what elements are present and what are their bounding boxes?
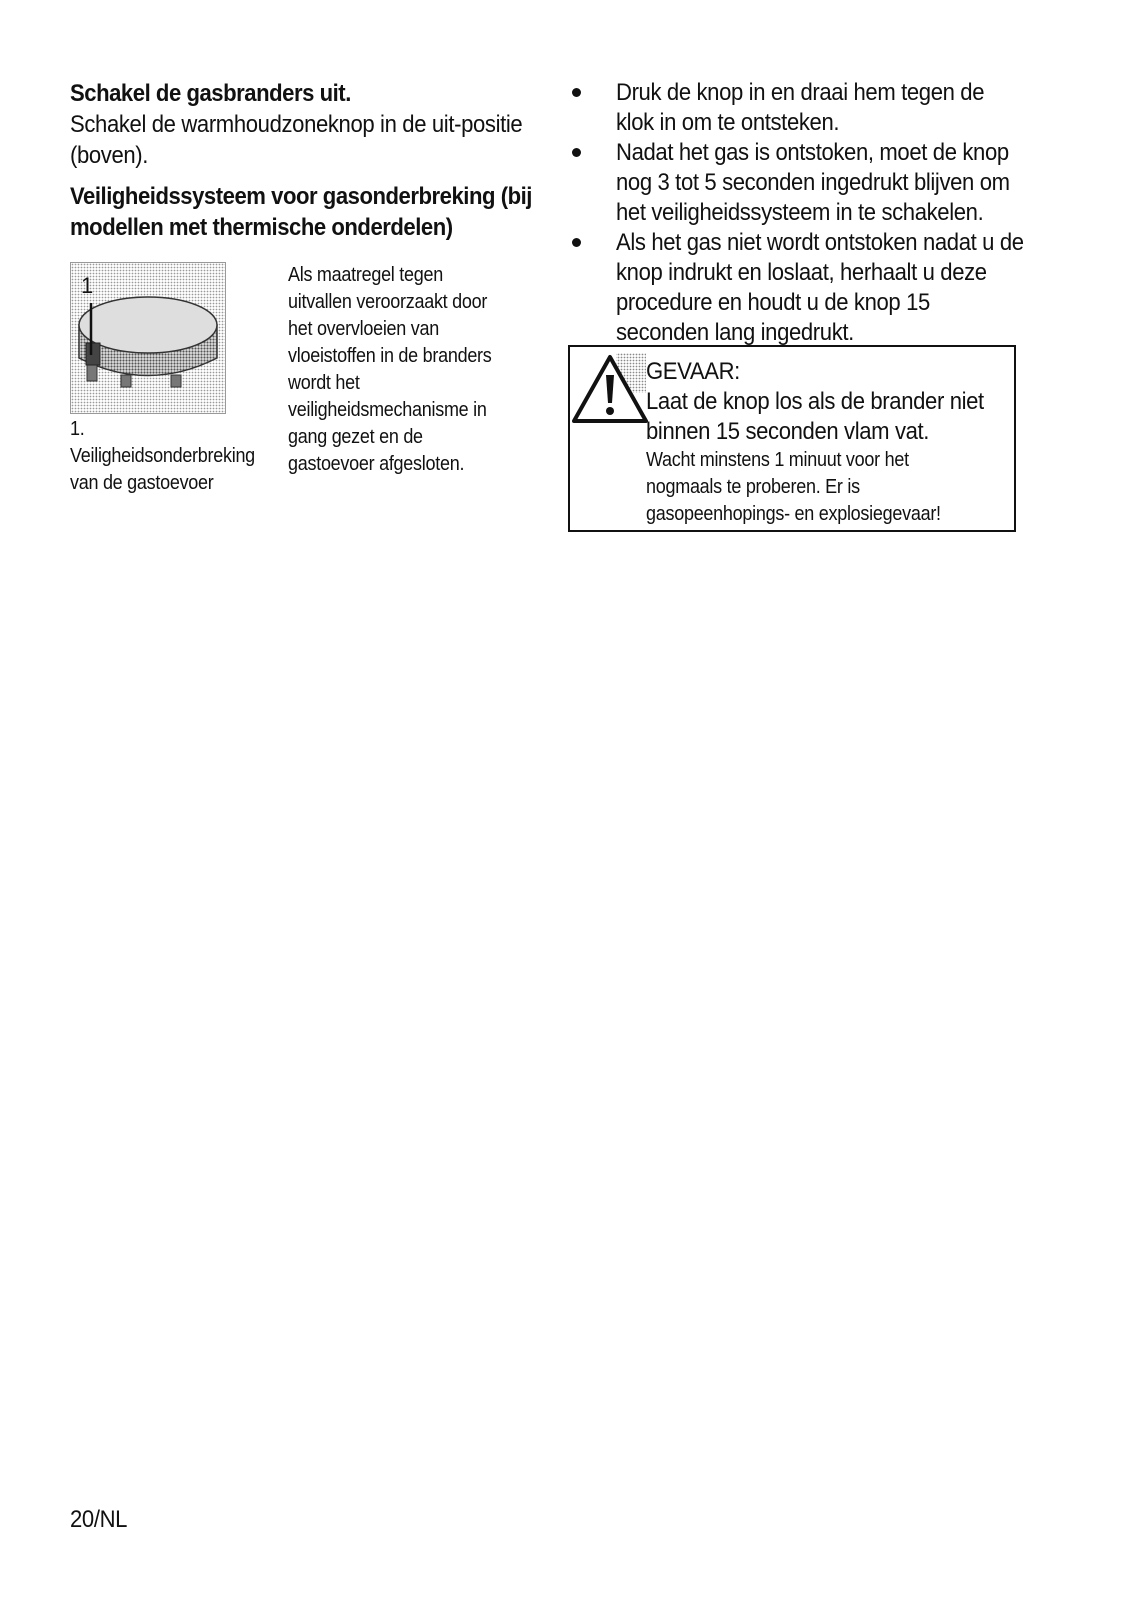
page-number: 20/NL — [70, 1506, 128, 1533]
warning-triangle-icon — [572, 353, 648, 425]
list-item — [568, 228, 1038, 348]
figure-caption-text: Veiligheidsonderbreking van de gastoevoer — [70, 445, 255, 494]
warning-title: GEVAAR: — [646, 358, 740, 385]
bullet-icon — [572, 148, 581, 157]
figure-description: Als maatregel tegen uitvallen veroorzaakt door het overvloeien van vloeistoffen in de branders wordt het veiligheidsmechanisme in gang gezet en de gastoevoer afgesloten. — [288, 264, 492, 475]
callout-number-label: 1 — [81, 273, 94, 298]
list-item-text: Nadat het gas is ontstoken, moet de knop nog 3 tot 5 seconden ingedrukt blijven om het veiligheidssysteem in te schakelen. — [616, 139, 1010, 226]
burner-illustration — [70, 262, 226, 414]
section-heading-gas-burners-off: Schakel de gasbranders uit. — [70, 80, 351, 107]
instruction-list — [568, 78, 1038, 348]
list-item-text: Als het gas niet wordt ontstoken nadat u de knop indrukt en loslaat, herhaalt u deze procedure en houdt u de knop 15 seconden lang ingedrukt. — [616, 229, 1024, 346]
figure-caption-number: 1. — [70, 418, 85, 440]
burner-drawing — [71, 263, 225, 413]
section-heading-safety-system: Veiligheidssysteem voor gasonderbreking (bij modellen met thermische onderdelen) — [70, 183, 532, 241]
paragraph-warm-zone-knob: Schakel de warmhoudzoneknop in de uit-positie (boven). — [70, 111, 523, 169]
left-column — [70, 78, 540, 494]
list-item — [568, 138, 1038, 228]
bullet-icon — [572, 238, 581, 247]
list-item — [568, 78, 1038, 138]
bullet-icon — [572, 88, 581, 97]
figure-caption — [70, 416, 259, 497]
right-column — [568, 78, 1038, 348]
danger-warning-box — [568, 345, 1016, 532]
warning-detail-text: Wacht minstens 1 minuut voor het nogmaals te proberen. Er is gasopeenhopings- en explosiegevaar! — [646, 449, 941, 525]
list-item-text: Druk de knop in en draai hem tegen de klok in om te ontsteken. — [616, 79, 985, 136]
warning-main-text: Laat de knop los als de brander niet binnen 15 seconden vlam vat. — [646, 388, 984, 445]
